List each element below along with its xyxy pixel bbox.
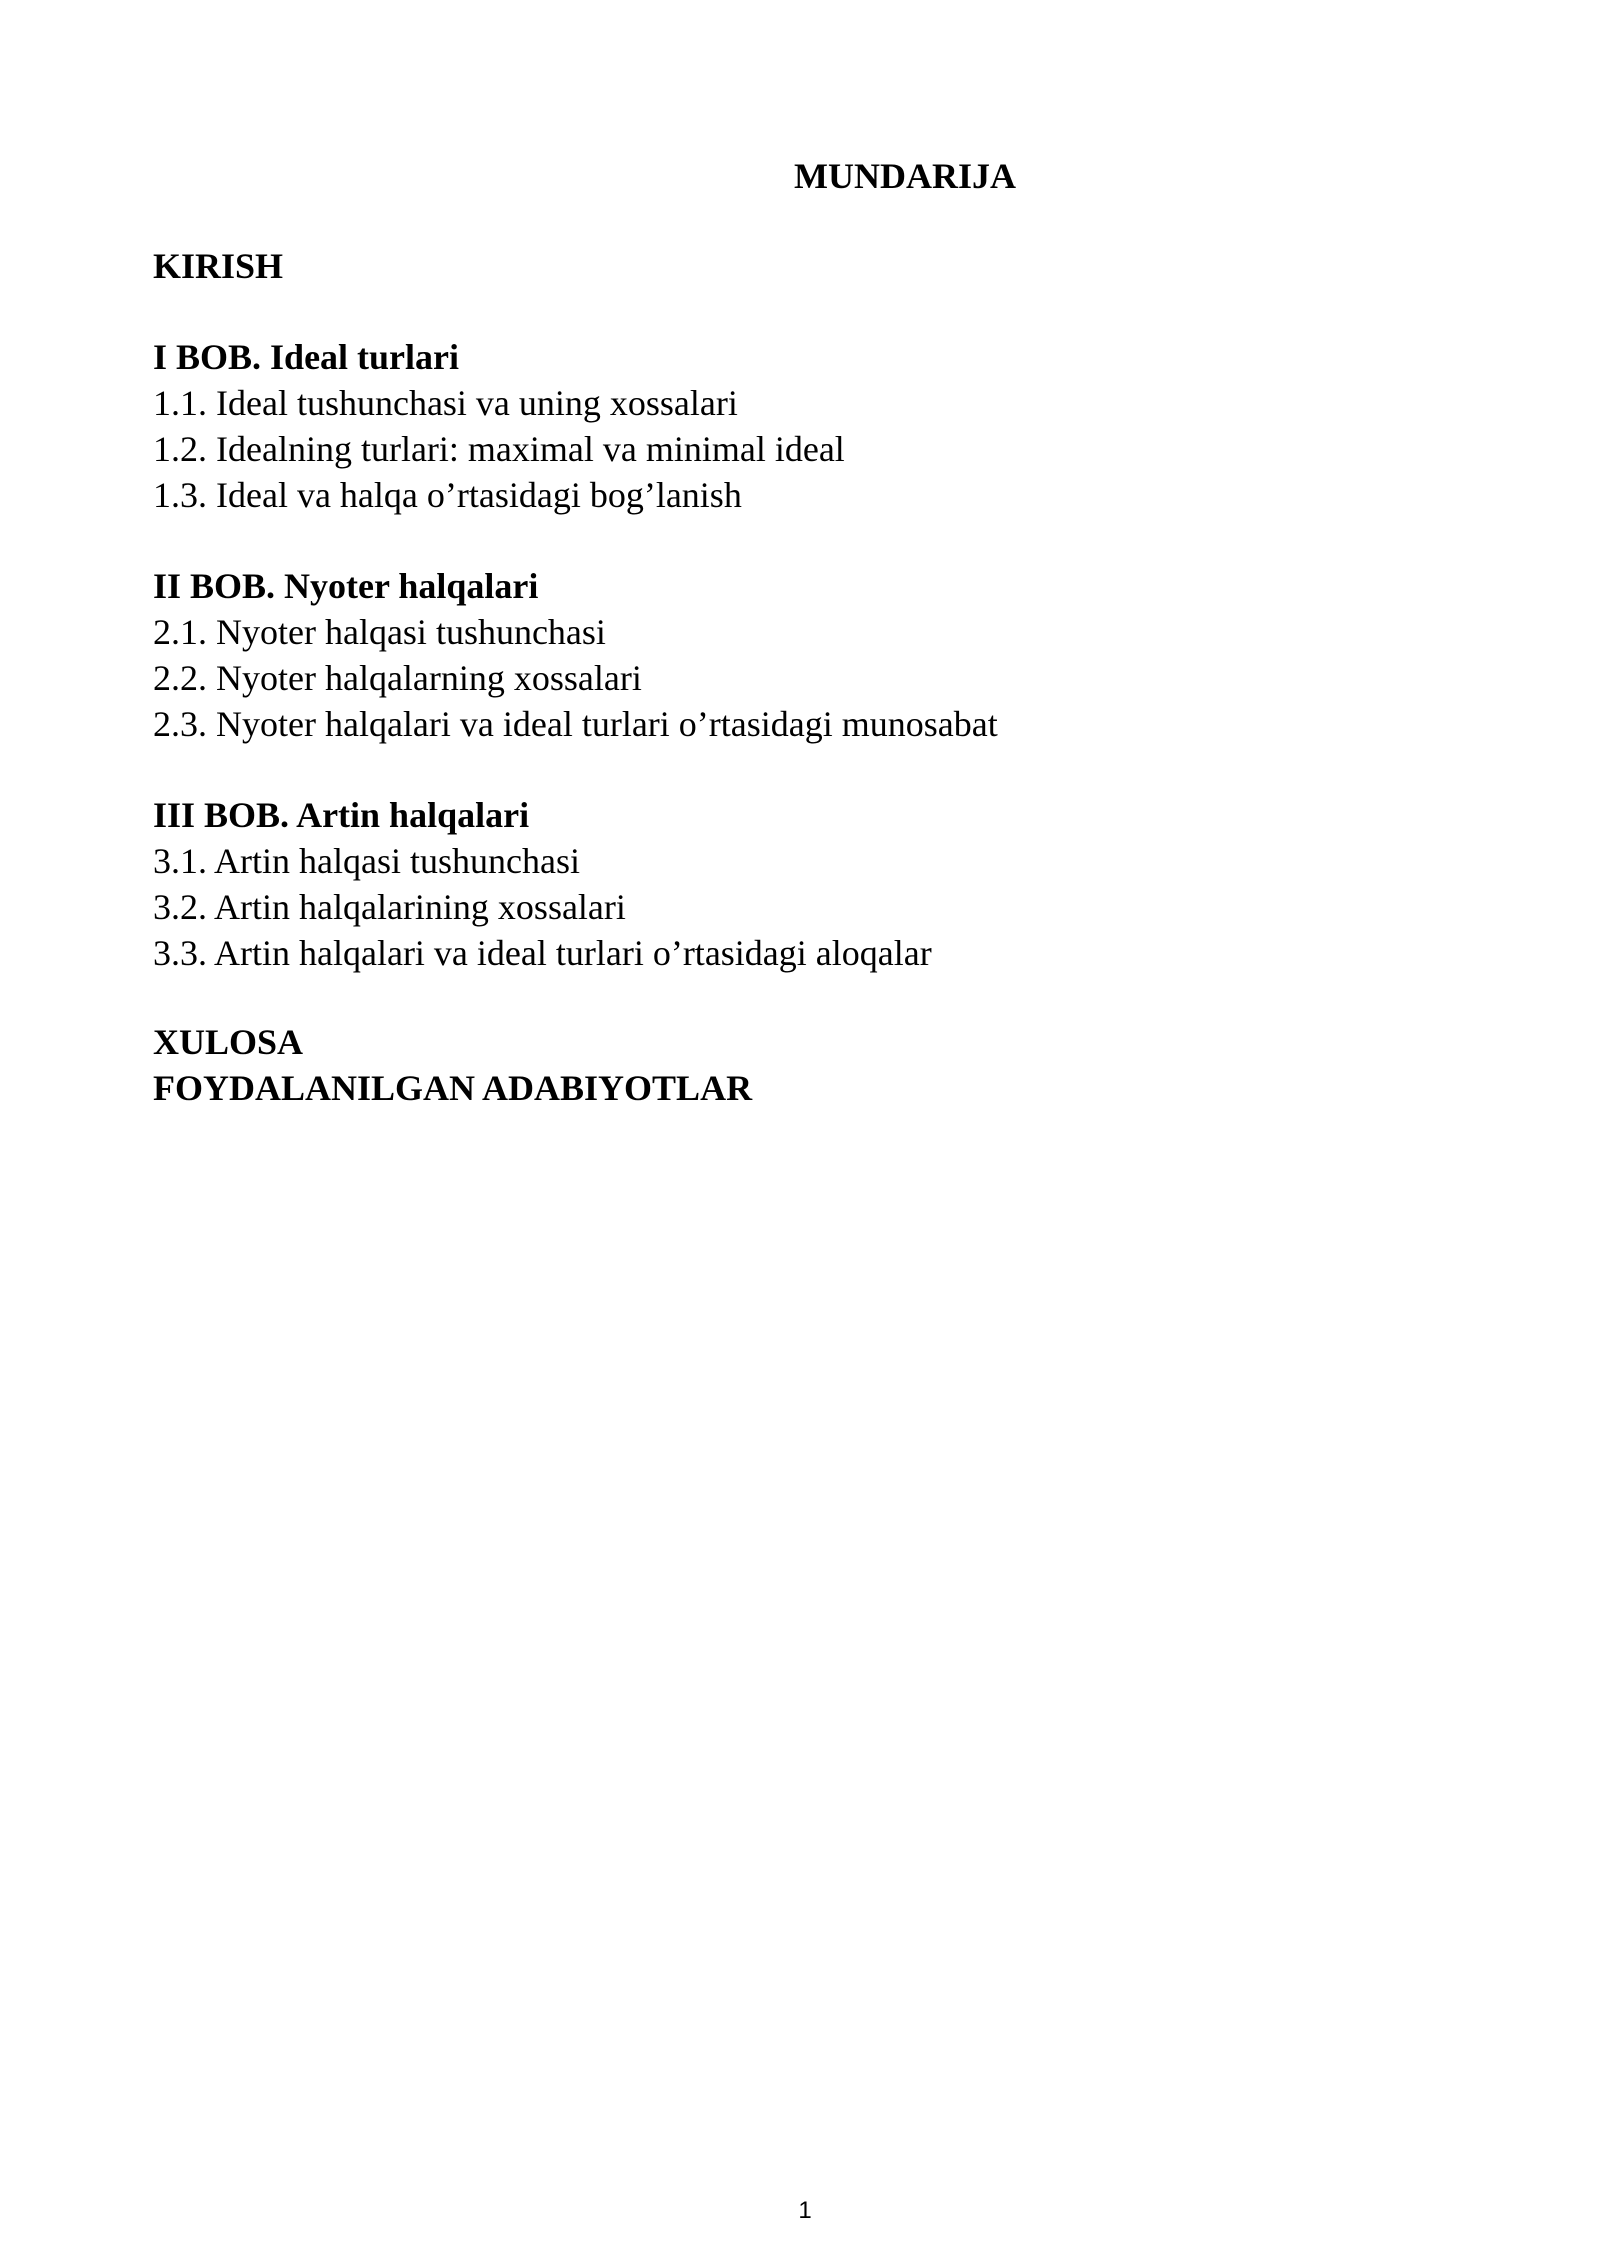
table-of-contents xyxy=(153,243,1453,1111)
toc-chapter-3 xyxy=(153,792,1453,976)
chapter-heading: I BOB. Ideal turlari xyxy=(153,337,460,377)
toc-chapter-2 xyxy=(153,563,1453,747)
toc-section: 1.1. Ideal tushunchasi va uning xossalari xyxy=(153,383,738,423)
toc-section: 2.1. Nyoter halqasi tushunchasi xyxy=(153,612,606,652)
toc-intro: KIRISH xyxy=(153,246,284,286)
toc-section: 2.2. Nyoter halqalarning xossalari xyxy=(153,658,642,698)
chapter-heading: II BOB. Nyoter halqalari xyxy=(153,566,539,606)
toc-references: FOYDALANILGAN ADABIYOTLAR xyxy=(153,1068,753,1108)
toc-section: 3.1. Artin halqasi tushunchasi xyxy=(153,841,580,881)
chapter-heading: III BOB. Artin halqalari xyxy=(153,795,530,835)
toc-chapter-1 xyxy=(153,334,1453,518)
toc-conclusion: XULOSA xyxy=(153,1022,304,1062)
page-title: MUNDARIJA xyxy=(794,156,1016,196)
toc-section: 2.3. Nyoter halqalari va ideal turlari o’rtasidagi munosabat xyxy=(153,704,998,744)
toc-section: 1.3. Ideal va halqa o’rtasidagi bog’lanish xyxy=(153,475,742,515)
toc-section: 3.3. Artin halqalari va ideal turlari o’rtasidagi aloqalar xyxy=(153,933,932,973)
toc-section: 1.2. Idealning turlari: maximal va minimal ideal xyxy=(153,429,845,469)
toc-section: 3.2. Artin halqalarining xossalari xyxy=(153,887,626,927)
page-number: 1 xyxy=(798,2197,812,2224)
